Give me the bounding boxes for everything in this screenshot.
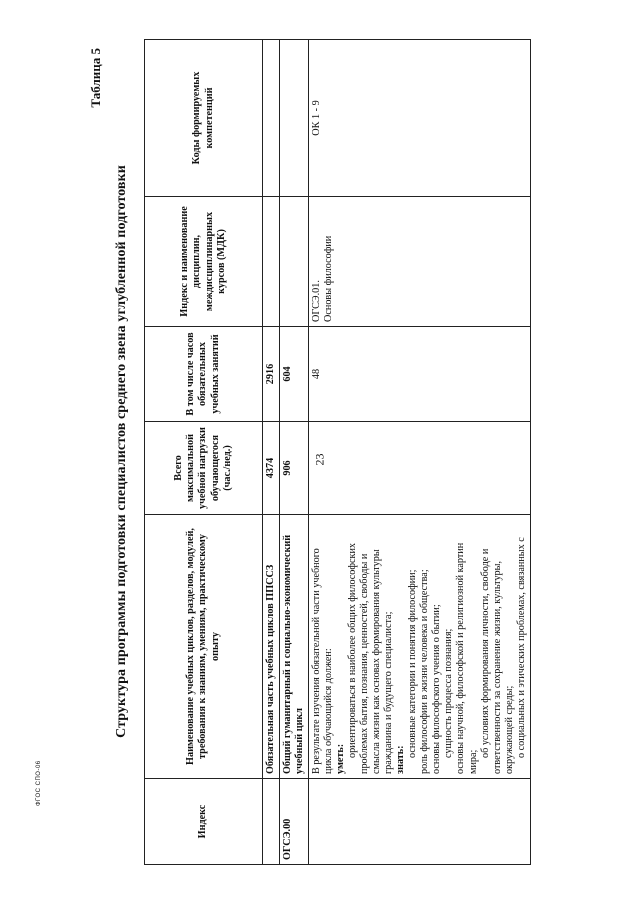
cell-codes: ОК 1 - 9 [309, 40, 531, 197]
requirement-line: гражданина и будущего специалиста; [383, 611, 395, 774]
cell-name: Общий гуманитарный и социально-экономический учебный цикл [280, 515, 309, 779]
cell-required: 2916 [263, 327, 280, 422]
header-required: В том числе часов обязательных учебных занятий [145, 327, 263, 422]
header-codes: Коды формируемых компетенций [145, 40, 263, 197]
cell-index [263, 779, 280, 865]
requirement-line: о социальных и этических проблемах, связанных с [515, 537, 527, 758]
table-row-ogse [280, 40, 309, 865]
cell-required: 604 [280, 327, 309, 422]
requirement-line: об условиях формирования личности, свободе и [479, 548, 491, 758]
requirement-line: ориентироваться в наиболее общих философских [347, 542, 359, 758]
table-title: Структура программы подготовки специалистов среднего звена углубленной подготовки [114, 165, 129, 738]
requirement-line: В результате изучения обязательной части учебного [311, 548, 323, 774]
requirement-line: проблемах бытия, познания, ценностей, свободы и [359, 553, 371, 774]
cell-total: 4374 [263, 422, 280, 515]
requirement-line: мира; [467, 749, 479, 774]
rotated-page-content [88, 38, 548, 865]
cell-requirements [309, 515, 531, 779]
program-structure-table [144, 39, 531, 865]
footer-code: ФГОС СПО-06 [36, 760, 42, 806]
header-index: Индекс [145, 779, 263, 865]
requirement-line: основные категории и понятия философии; [407, 569, 419, 758]
cell-discipline [263, 197, 280, 327]
cell-total: 906 [280, 422, 309, 515]
cell-codes [263, 40, 280, 197]
discipline-name: Основы философии [323, 235, 335, 322]
header-discipline: Индекс и наименование дисциплин, междисциплинарных курсов (МДК) [145, 197, 263, 327]
header-row [145, 40, 263, 865]
requirement-line: цикла обучающийся должен: [323, 648, 335, 774]
cell-total [309, 422, 531, 515]
table-label: Таблица 5 [88, 48, 103, 108]
page-number: 23 [312, 453, 327, 466]
requirement-line: ответственности за сохранение жизни, культуры, [491, 560, 503, 774]
requirement-heading-umet: уметь: [335, 743, 347, 774]
discipline-index: ОГСЭ.01. [311, 280, 323, 322]
table-row-detail [309, 40, 531, 865]
header-name: Наименование учебных циклов, разделов, модулей, требования к знаниям, умениям, практическому опыту [145, 515, 263, 779]
requirement-line: основы философского учения о бытии; [431, 604, 443, 774]
table-row-mandatory [263, 40, 280, 865]
cell-discipline [309, 197, 531, 327]
requirement-line: окружающей среды; [503, 685, 515, 774]
requirement-heading-znat: знать: [395, 745, 407, 774]
requirement-line: сущность процесса познания; [443, 628, 455, 758]
cell-index [309, 779, 531, 865]
requirement-line: роль философии в жизни человека и общества; [419, 569, 431, 774]
cell-index: ОГСЭ.00 [280, 779, 309, 865]
requirement-line: смысла жизни как основах формирования культуры [371, 549, 383, 774]
cell-required: 48 [309, 327, 531, 422]
requirement-line: основы научной, философской и религиозной картин [455, 542, 467, 774]
cell-discipline [280, 197, 309, 327]
header-total: Всего максимальной учебной нагрузки обучающегося (час./нед.) [145, 422, 263, 515]
cell-codes [280, 40, 309, 197]
cell-name: Обязательная часть учебных циклов ППССЗ [263, 515, 280, 779]
